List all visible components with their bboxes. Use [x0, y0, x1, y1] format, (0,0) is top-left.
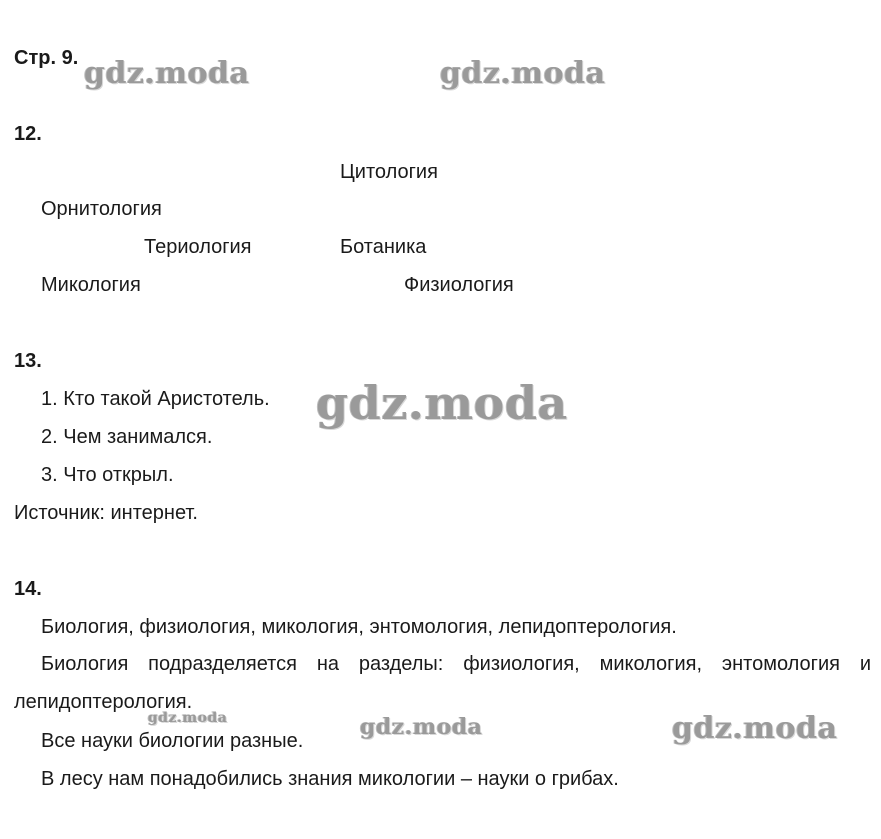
term-ornithology: Орнитология: [41, 198, 162, 220]
watermark: gdz.moda: [360, 714, 483, 740]
task-14-statement: В лесу нам понадобились знания микологии – науки о грибах.: [41, 768, 619, 790]
term-physiology: Физиология: [404, 274, 514, 296]
word: физиология,: [463, 653, 580, 675]
watermark: gdz.moda: [84, 56, 250, 91]
task-13-item: 1. Кто такой Аристотель.: [41, 388, 270, 410]
task-14-number: 14.: [14, 578, 42, 600]
word: и: [859, 653, 871, 675]
task-14-paragraph-end: лепидоптерология.: [14, 691, 193, 713]
word: Биология: [41, 653, 129, 675]
task-12-number: 12.: [14, 123, 42, 145]
watermark: gdz.moda: [316, 376, 568, 430]
term-cytology: Цитология: [340, 161, 438, 183]
word: микология,: [599, 653, 703, 675]
term-mycology: Микология: [41, 274, 141, 296]
task-14-paragraph-line: [41, 652, 871, 676]
page-header: Стр. 9.: [14, 47, 79, 69]
watermark: gdz.moda: [672, 711, 838, 746]
watermark: gdz.moda: [148, 710, 228, 726]
task-13-source: Источник: интернет.: [14, 502, 198, 524]
task-13-number: 13.: [14, 350, 42, 372]
watermark: gdz.moda: [440, 56, 606, 91]
word: подразделяется: [148, 653, 297, 675]
task-13-item: 2. Чем занимался.: [41, 426, 213, 448]
word: разделы:: [358, 653, 444, 675]
word: на: [316, 653, 339, 675]
term-theriology: Териология: [144, 236, 252, 258]
task-13-item: 3. Что открыл.: [41, 464, 174, 486]
task-14-statement: Все науки биологии разные.: [41, 730, 304, 752]
term-botany: Ботаника: [340, 236, 427, 258]
task-14-list: Биология, физиология, микология, энтомология, лепидоптерология.: [41, 616, 677, 638]
word: энтомология: [721, 653, 840, 675]
